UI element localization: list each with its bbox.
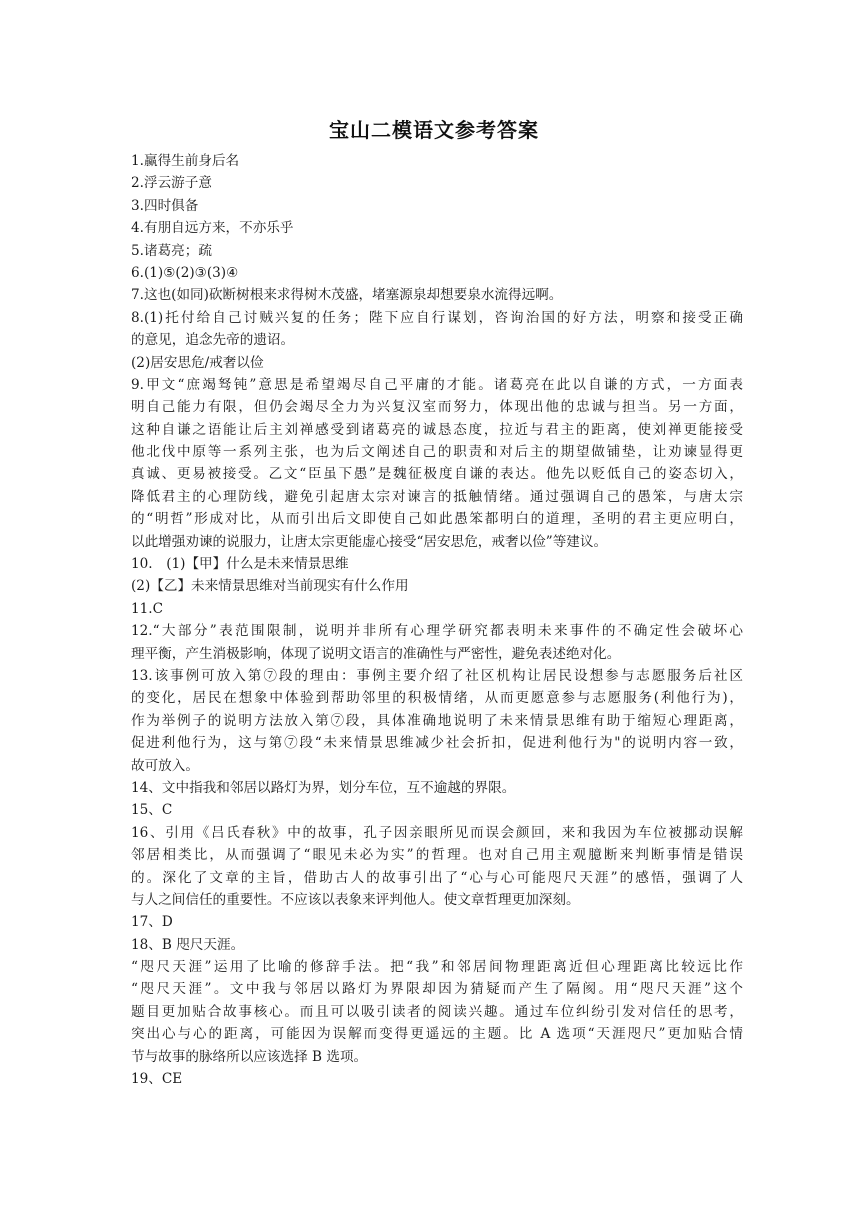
- answer-line: 16、引用《吕氏春秋》中的故事，孔子因亲眼所见而误会颜回，来和我因为车位被挪动误解: [131, 824, 743, 841]
- answer-line: 作为举例子的说明方法放入第⑦段，具体准确地说明了未来情景思维有助于缩短心理距离，: [131, 712, 743, 729]
- answer-line: 的变化，居民在想象中体验到帮助邻里的积极情绪，从而更愿意参与志愿服务(利他行为)，: [131, 690, 743, 707]
- answer-line: 19、CE: [131, 1071, 183, 1088]
- answer-line: 4.有朋自远方来，不亦乐乎: [131, 220, 294, 237]
- answer-line: 突出心与心的距离，可能因为误解而变得更遥远的主题。比 A 选项“天涯咫尺”更加贴合情: [131, 1026, 743, 1043]
- answer-line: 题目更加贴合故事核心。而且可以吸引读者的阅读兴趣。通过车位纠纷引发对信任的思考，: [131, 1003, 743, 1020]
- answer-line: 以此增强劝谏的说服力，让唐太宗更能虚心接受“居安思危，戒奢以俭”等建议。: [131, 533, 608, 550]
- answer-line: 15、C: [131, 802, 173, 819]
- answer-line: 18、B 咫尺天涯。: [131, 936, 245, 953]
- page-title: 宝山二模语文参考答案: [329, 118, 539, 142]
- answer-line: 1.赢得生前身后名: [131, 153, 240, 169]
- answer-line: 14、文中指我和邻居以路灯为界，划分车位，互不逾越的界限。: [131, 779, 516, 796]
- answer-line: 的“明哲”形成对比，从而引出后文即使自己如此愚笨都明白的道理，圣明的君主更应明白，: [131, 511, 743, 528]
- answer-line: 节与故事的脉络所以应该选择 B 选项。: [131, 1048, 368, 1065]
- answer-line: (2)居安思危/戒奢以俭: [131, 354, 264, 371]
- answer-line: 17、D: [131, 914, 173, 931]
- answer-line: 的意见，追念先帝的遗诏。: [131, 332, 295, 349]
- answer-line: 6.(1)⑤(2)③(3)④: [131, 264, 239, 281]
- answer-line: (2)【乙】未来情景思维对当前现实有什么作用: [131, 578, 409, 595]
- answer-line: 5.诸葛亮；疏: [131, 242, 212, 259]
- answer-line: 这种自谦之语能让后主刘禅感受到诸葛亮的诚恳态度，拉近与君主的距离，使刘禅更能接受: [131, 421, 743, 438]
- answer-line: 降低君主的心理防线，避免引起唐太宗对谏言的抵触情绪。通过强调自己的愚笨，与唐太宗: [131, 488, 743, 505]
- answer-line: 10. (1)【甲】什么是未来情景思维: [131, 556, 349, 573]
- answer-line: 7.这也(如同)砍断树根来求得树木茂盛，堵塞源泉却想要泉水流得远啊。: [131, 287, 563, 304]
- answer-line: 促进利他行为，这与第⑦段“未来情景思维减少社会折扣，促进利他行为"的说明内容一致，: [131, 735, 743, 752]
- answer-line: 与人之间信任的重要性。不应该以表象来评判他人。使文章哲理更加深刻。: [131, 891, 580, 908]
- answer-line: 11.C: [131, 600, 164, 617]
- answer-line: 12.“大部分”表范围限制，说明并非所有心理学研究都表明未来事件的不确定性会破坏心: [131, 623, 743, 640]
- answer-line: 9.甲文“庶竭驽钝”意思是希望竭尽自己平庸的才能。诸葛亮在此以自谦的方式，一方面表: [131, 376, 743, 393]
- answer-line: 故可放入。: [131, 757, 199, 774]
- answer-line: “咫尺天涯”。文中我与邻居以路灯为界限却因为猜疑而产生了隔阂。用“咫尺天涯”这个: [131, 981, 743, 998]
- answer-line: 他北伐中原等一系列主张，也为后文阐述自己的职责和对后主的期望做铺垫，让劝谏显得更: [131, 444, 743, 461]
- answer-line: 真诚、更易被接受。乙文“臣虽下愚”是魏征极度自谦的表达。他先以贬低自己的姿态切入，: [131, 466, 743, 483]
- answer-line: 的。深化了文章的主旨，借助古人的故事引出了“心与心可能咫尺天涯”的感悟，强调了人: [131, 869, 743, 886]
- answer-list: [131, 150, 743, 1090]
- answer-line: 8.(1)托付给自己讨贼兴复的任务；陛下应自行谋划，咨询治国的好方法，明察和接受正确: [131, 309, 743, 326]
- answer-line: 邻居相类比，从而强调了“眼见未必为实”的哲理。也对自己用主观臆断来判断事情是错误: [131, 847, 743, 864]
- answer-line: 13.该事例可放入第⑦段的理由：事例主要介绍了社区机构让居民设想参与志愿服务后社区: [131, 667, 743, 684]
- answer-line: “咫尺天涯”运用了比喻的修辞手法。把“我”和邻居间物理距离近但心理距离比较远比作: [131, 959, 743, 976]
- answer-line: 理平衡，产生消极影响，体现了说明文语言的准确性与严密性，避免表述绝对化。: [131, 645, 621, 662]
- answer-line: 明自己能力有限，但仍会竭尽全力为兴复汉室而努力，体现出他的忠诚与担当。另一方面，: [131, 399, 743, 416]
- answer-line: 3.四时俱备: [131, 197, 199, 214]
- answer-line: 2.浮云游子意: [131, 175, 212, 192]
